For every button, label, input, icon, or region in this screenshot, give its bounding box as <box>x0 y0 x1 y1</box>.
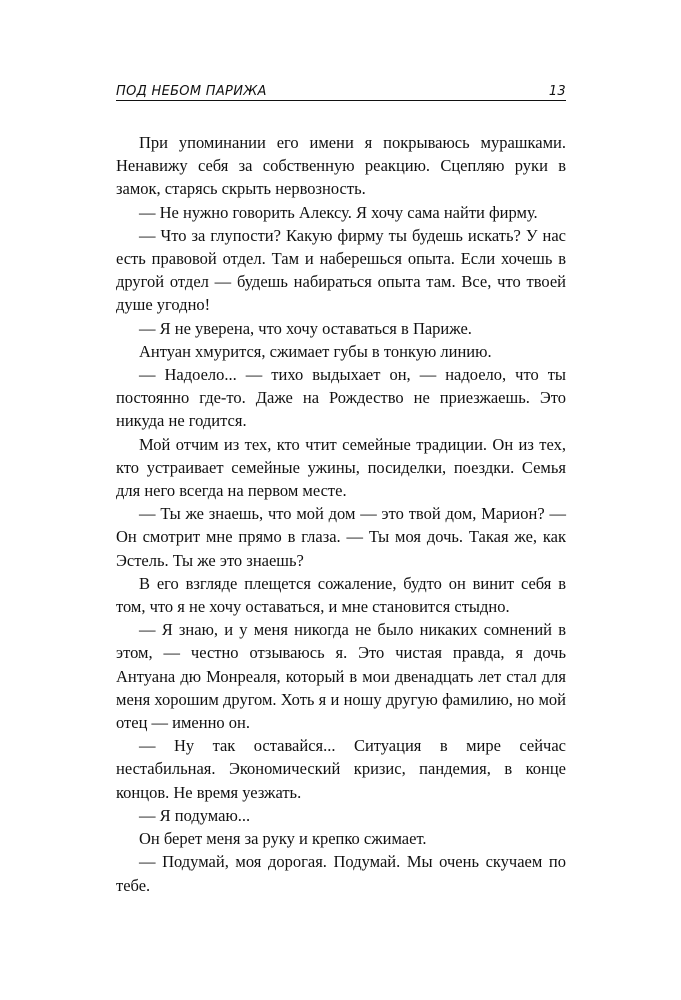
paragraph: — Я не уверена, что хочу оставаться в Париже. <box>139 318 472 338</box>
paragraph: — Я подумаю... <box>139 805 251 825</box>
paragraph: Он берет меня за руку и крепко сжимает. <box>139 829 427 849</box>
page-number: 13 <box>548 84 566 99</box>
paragraph: — Что за глупости? Какую фирму ты будешь искать? У нас есть правовой отдел. Там и наберешься опыта. Если хочешь в другой отдел — будешь набираться опыта там. Все, что твоей душе угодно! <box>116 225 566 315</box>
header-rule <box>116 100 566 101</box>
body-text <box>116 131 566 897</box>
paragraph: — Ну так оставайся... Ситуация в мире сейчас нестабильная. Экономический кризис, пандемия, в конце концов. Не время уезжать. <box>116 736 566 802</box>
paragraph: Антуан хмурится, сжимает губы в тонкую линию. <box>139 341 492 361</box>
running-title: ПОД НЕБОМ ПАРИЖА <box>116 84 267 99</box>
paragraph: — Ты же знаешь, что мой дом — это твой дом, Марион? — Он смотрит мне прямо в глаза. — Ты моя дочь. Такая же, как Эстель. Ты же это знаешь? <box>116 504 566 570</box>
page-header <box>116 77 566 99</box>
paragraph: — Подумай, моя дорогая. Подумай. Мы очень скучаем по тебе. <box>116 852 566 895</box>
paragraph: — Не нужно говорить Алексу. Я хочу сама найти фирму. <box>139 202 538 222</box>
paragraph: В его взгляде плещется сожаление, будто он винит себя в том, что я не хочу оставаться, и мне становится стыдно. <box>116 573 566 617</box>
paragraph: — Надоело... — тихо выдыхает он, — надоело, что ты постоянно где-то. Даже на Рождество не приезжаешь. Это никуда не годится. <box>116 365 566 431</box>
paragraph: Мой отчим из тех, кто чтит семейные традиции. Он из тех, кто устраивает семейные ужины, посиделки, поездки. Семья для него всегда на первом месте. <box>116 434 566 501</box>
paragraph: При упоминании его имени я покрываюсь мурашками. Ненавижу себя за собственную реакцию. Сцепляю руки в замок, старясь скрыть нервозность. <box>116 133 566 199</box>
paragraph: — Я знаю, и у меня никогда не было никаких сомнений в этом, — честно отзываюсь я. Это чистая правда, я дочь Антуана дю Монреаля, который в мои двенадцать лет стал для меня хорошим другом. Хоть я и ношу другую фамилию, но мой отец — именно он. <box>116 620 566 733</box>
